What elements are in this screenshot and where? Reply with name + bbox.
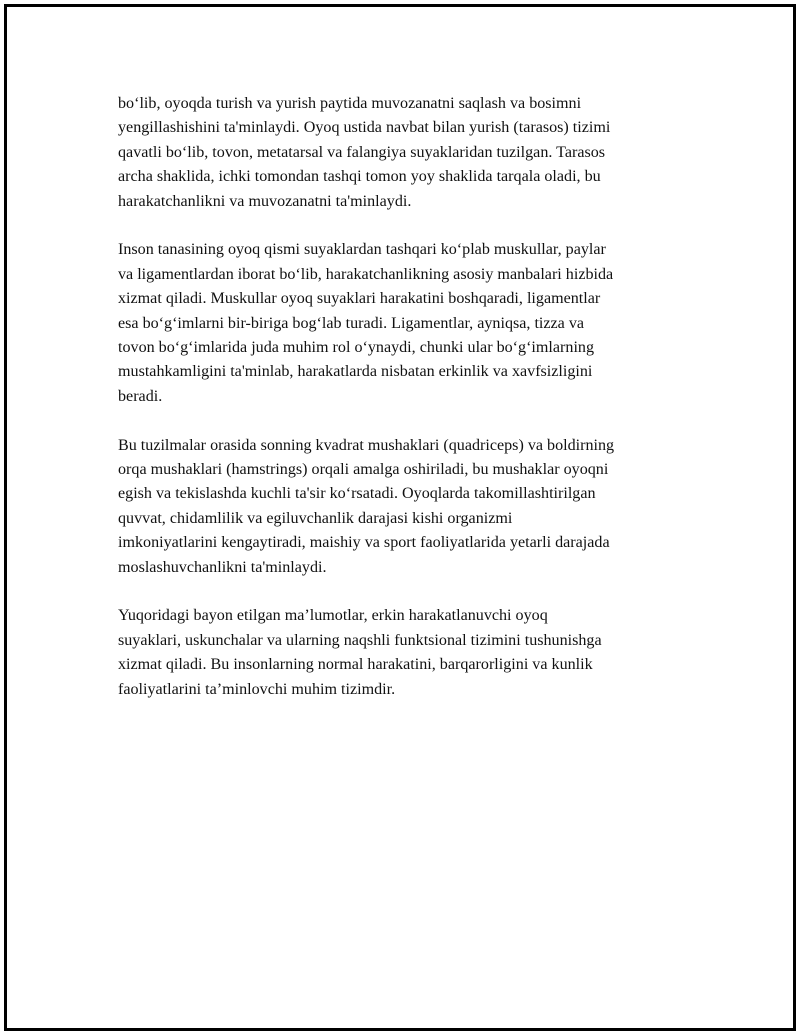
paragraph-4: Yuqoridagi bayon etilgan ma’lumotlar, erkin harakatlanuvchi oyoq suyaklari, uskunchalar va ularning naqshli funktsional tizimini tushunishga xizmat qiladi. Bu insonlarning normal harakatini, barqarorligini va kunlik faoliyatlarini ta’minlovchi muhim tizimdir.	[118, 607, 602, 698]
paragraph-1: bo‘lib, oyoqda turish va yurish paytida muvozanatni saqlash va bosimni yengillashishini ta'minlaydi. Oyoq ustida navbat bilan yurish (tarasos) tizimi qavatli bo‘lib, tovon, metatarsal va falangiya suyaklaridan tuzilgan. Tarasos archa shaklida, ichki tomondan tashqi tomon yoy shaklida tarqala oladi, bu harakatchanlikni va muvozanatni ta'minlaydi.	[118, 95, 611, 210]
document-body	[118, 92, 690, 727]
paragraph-3: Bu tuzilmalar orasida sonning kvadrat mushaklari (quadriceps) va boldirning orqa mushaklari (hamstrings) orqali amalga oshiriladi, bu mushaklar oyoqni egish va tekislashda kuchli ta'sir ko‘rsatadi. Oyoqlarda takomillashtirilgan quvvat, chidamlilik va egiluvchanlik darajasi kishi organizmi imkoniyatlarini kengaytiradi, maishiy va sport faoliyatlarida yetarli darajada moslashuvchanlikni ta'minlaydi.	[118, 436, 615, 576]
paragraph-2: Inson tanasining oyoq qismi suyaklardan tashqari ko‘plab muskullar, paylar va ligamentlardan iborat bo‘lib, harakatchanlikning asosiy manbalari hizbida xizmat qiladi. Muskullar oyoq suyaklari harakatini boshqaradi, ligamentlar esa bo‘g‘imlarni bir-biriga bog‘lab turadi. Ligamentlar, ayniqsa, tizza va tovon bo‘g‘imlarida juda muhim rol o‘ynaydi, chunki ular bo‘g‘imlarning mustahkamligini ta'minlab, harakatlarda nisbatan erkinlik va xavfsizligini beradi.	[118, 241, 614, 405]
